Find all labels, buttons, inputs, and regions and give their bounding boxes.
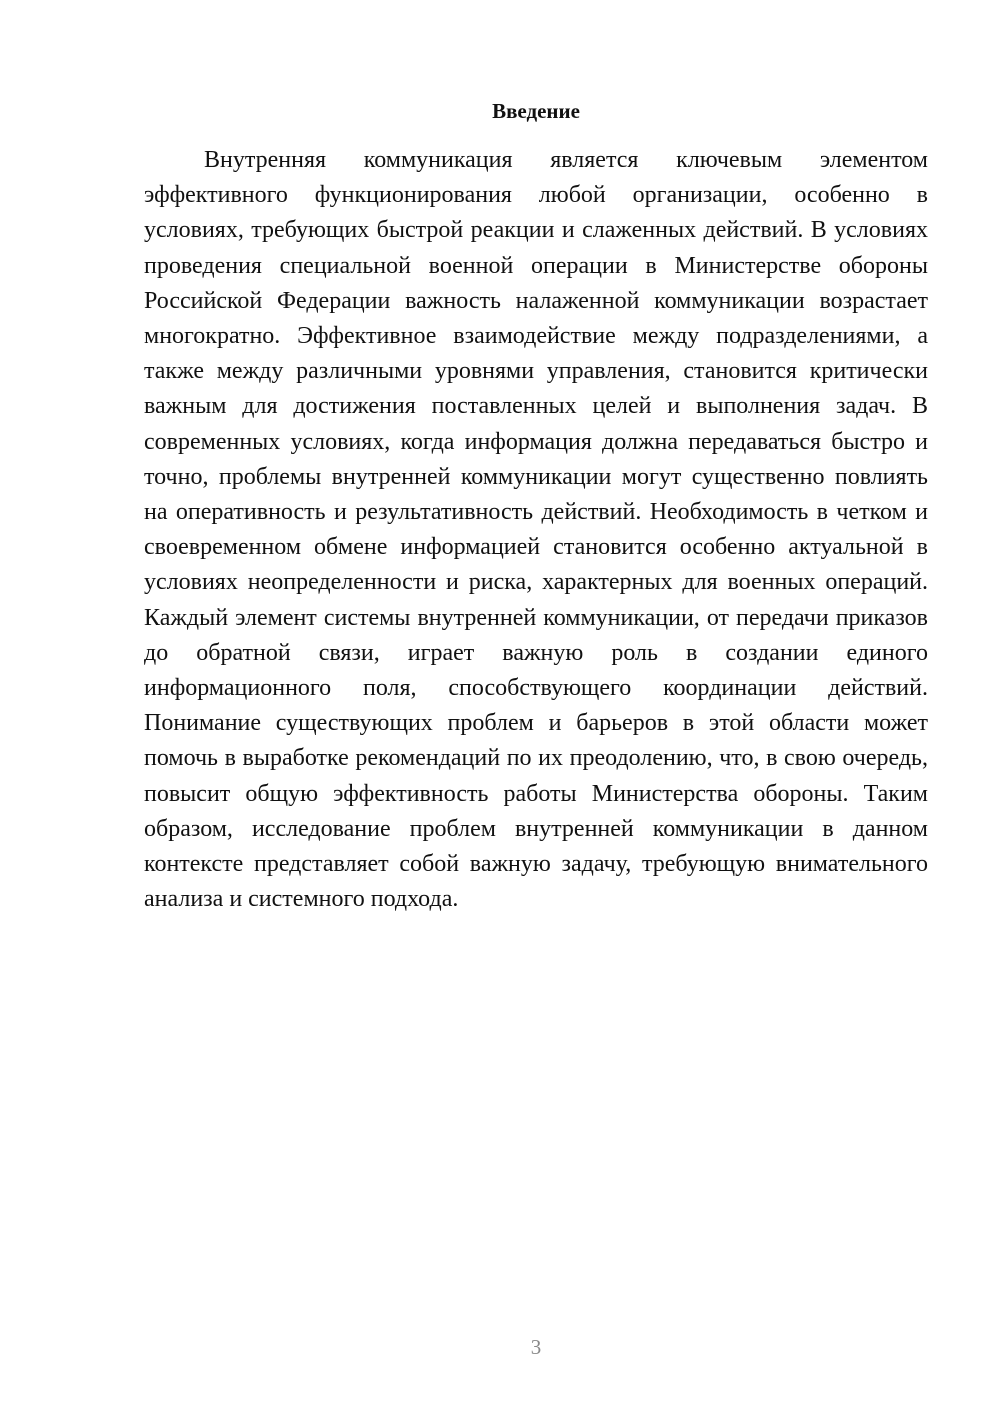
section-heading: Введение bbox=[492, 99, 580, 123]
page-number: 3 bbox=[530, 1335, 542, 1359]
body-paragraph: Внутренняя коммуникация является ключевым элементом эффективного функционирования любой организации, особенно в условиях, требующих быстрой реакции и слаженных действий. В условиях проведения специальной военной операции в Министерстве обороны Российской Федерации важность налаженной коммуникации возрастает многократно. Эффективное взаимодействие между подразделениями, а также между различными уровнями управления, становится критически важным для достижения поставленных целей и выполнения задач. В современных условиях, когда информация должна передаваться быстро и точно, проблемы внутренней коммуникации могут существенно повлиять на оперативность и результативность действий. Необходимость в четком и своевременном обмене информацией становится особенно актуальной в условиях неопределенности и риска, характерных для военных операций. Каждый элемент системы внутренней коммуникации, от передачи приказов до обратной связи, играет важную роль в создании единого информационного поля, способствующего координации действий. Понимание существующих проблем и барьеров в этой области может помочь в выработке рекомендаций по их преодолению, что, в свою очередь, повысит общую эффективность работы Министерства обороны. Таким образом, исследование проблем внутренней коммуникации в данном контексте представляет собой важную задачу, требующую внимательного анализа и системного подхода. bbox=[144, 147, 928, 913]
